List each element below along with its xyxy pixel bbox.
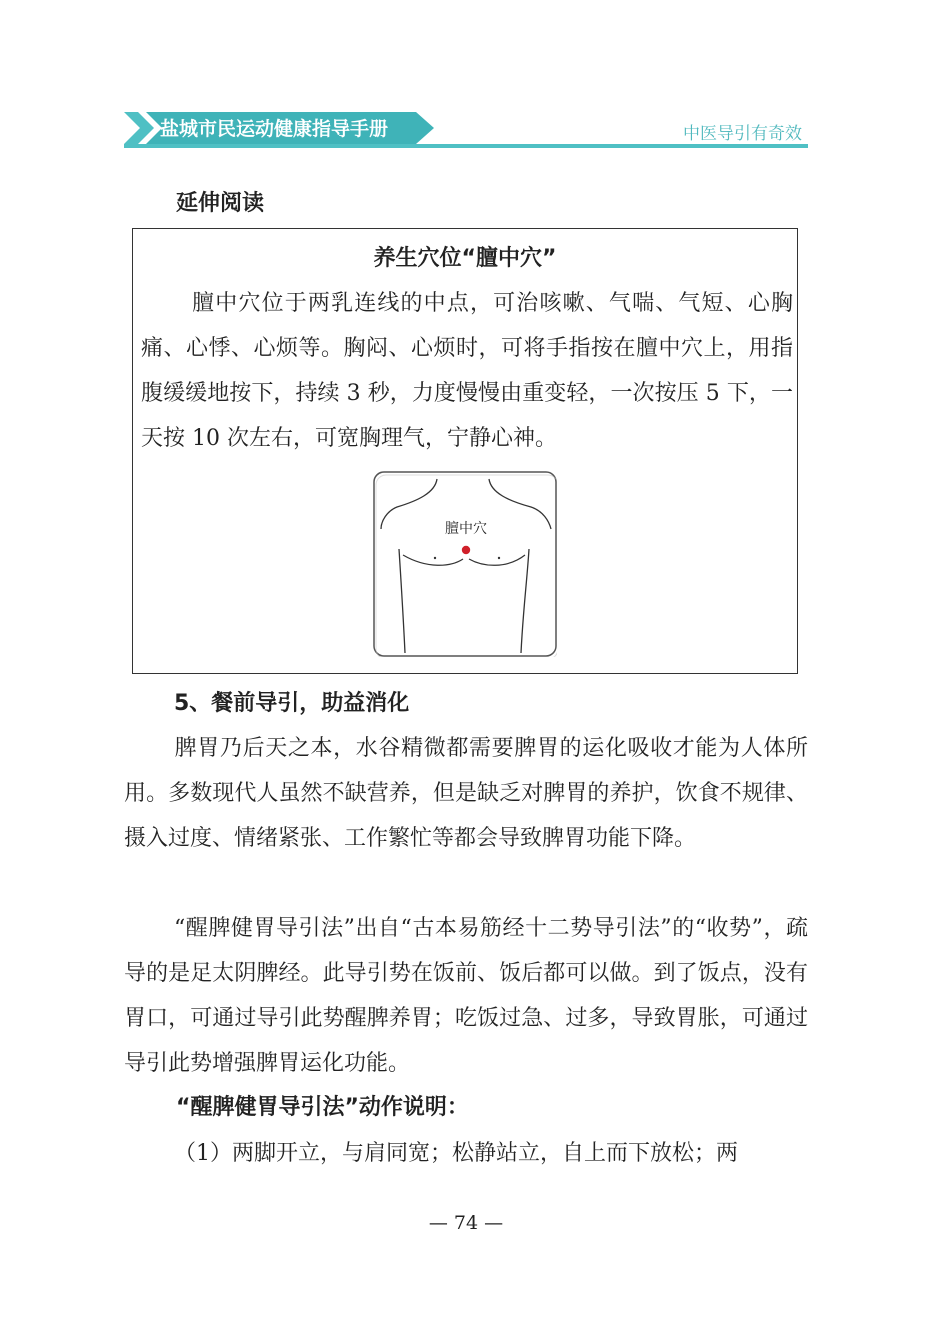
figure-label: 膻中穴: [445, 521, 487, 537]
instructions-heading: “醒脾健胃导引法”动作说明：: [176, 1095, 469, 1120]
chapter-title: 中医导引有奇效: [683, 124, 802, 144]
step-1: [124, 1131, 808, 1176]
page-number: — 74 —: [428, 1212, 504, 1234]
box-title: 养生穴位“膻中穴”: [373, 246, 557, 271]
reading-heading: 延伸阅读: [176, 191, 265, 216]
box-body-text: 膻中穴位于两乳连线的中点，可治咳嗽、气喘、气短、心胸痛、心悸、心烦等。胸闷、心烦时，可将手指按在膻中穴上，用指腹缓缓地按下，持续 3 秒，力度慢慢由重变轻，一次按压 5 下，一天按 10 次左右，可宽胸理气，宁静心神。: [141, 291, 793, 451]
step-1-text: （1）两脚开立，与肩同宽；松静站立，自上而下放松；两: [174, 1141, 738, 1166]
acupoint-marker: [462, 546, 470, 554]
paragraph-2: [124, 906, 808, 1086]
running-header: [124, 108, 808, 152]
box-body: [141, 281, 793, 461]
reading-box: [132, 228, 798, 674]
paragraph-2-text: “醒脾健胃导引法”出自“古本易筋经十二势导引法”的“收势”，疏导的是足太阴脾经。此导引势在饭前、饭后都可以做。到了饭点，没有胃口，可通过导引此势醒脾养胃；吃饭过急、过多，导致胃胀，可通过导引此势增强脾胃运化功能。: [124, 916, 808, 1076]
paragraph-1: [124, 726, 808, 861]
book-title: 盐城市民运动健康指导手册: [160, 118, 389, 140]
paragraph-1-text: 脾胃乃后天之本，水谷精微都需要脾胃的运化吸收才能为人体所用。多数现代人虽然不缺营养，但是缺乏对脾胃的养护，饮食不规律、摄入过度、情绪紧张、工作繁忙等都会导致脾胃功能下降。: [124, 736, 808, 851]
acupoint-figure: [373, 471, 557, 657]
section-heading: 5、餐前导引，助益消化: [174, 691, 410, 716]
